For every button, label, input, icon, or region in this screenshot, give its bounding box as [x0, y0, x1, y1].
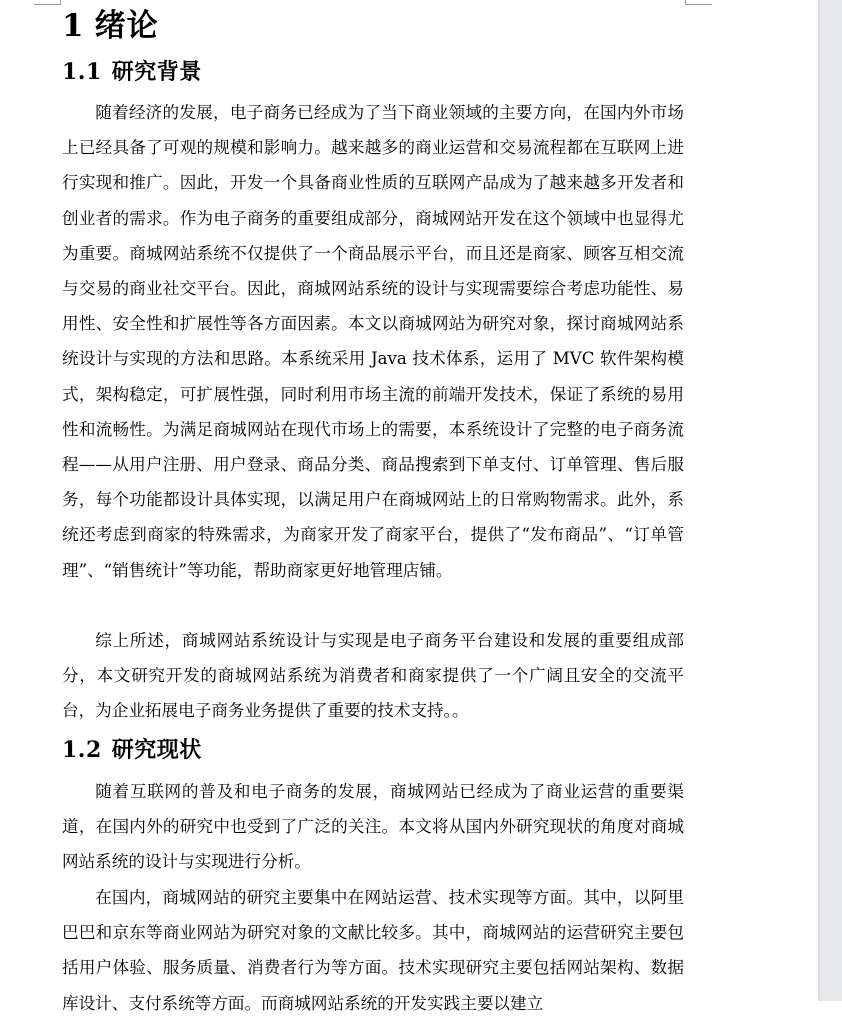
page-gutter — [818, 0, 842, 1001]
margin-crop-mark-left — [34, 0, 61, 5]
section-number: 1.2 — [62, 737, 102, 763]
body-paragraph: 综上所述，商城网站系统设计与实现是电子商务平台建设和发展的重要组成部分，本文研究开发的商城网站系统为消费者和商家提供了一个广阔且安全的交流平台，为企业拓展电子商务业务提供了重要的技术支持。。 — [62, 631, 684, 721]
section-heading-background — [62, 57, 202, 87]
section-title: 研究背景 — [111, 59, 202, 85]
chapter-number: 1 — [62, 8, 85, 44]
body-paragraph: 随着互联网的普及和电子商务的发展，商城网站已经成为了商业运营的重要渠道，在国内外的研究中也受到了广泛的关注。本文将从国内外研究现状的角度对商城网站系统的设计与实现进行分析。 — [62, 782, 684, 872]
chapter-heading — [62, 4, 159, 48]
page-edge-shadow — [818, 0, 820, 1001]
margin-crop-mark-right — [685, 0, 712, 5]
section-number: 1.1 — [62, 59, 102, 85]
body-paragraph: 随着经济的发展，电子商务已经成为了当下商业领域的主要方向，在国内外市场上已经具备了可观的规模和影响力。越来越多的商业运营和交易流程都在互联网上进行实现和推广。因此，开发一个具备商业性质的互联网产品成为了越来越多开发者和创业者的需求。作为电子商务的重要组成部分，商城网站开发在这个领域中也显得尤为重要。商城网站系统不仅提供了一个商品展示平台，而且还是商家、顾客互相交流与交易的商业社交平台。因此，商城网站系统的设计与实现需要综合考虑功能性、易用性、安全性和扩展性等各方面因素。本文以商城网站为研究对象，探讨商城网站系统设计与实现的方法和思路。本系统采用 Java 技术体系，运用了 MVC 软件架构模式，架构稳定，可扩展性强，同时利用市场主流的前端开发技术，保证了系统的易用性和流畅性。为满足商城网站在现代市场上的需要，本系统设计了完整的电子商务流程——从用户注册、用户登录、商品分类、商品搜索到下单支付、订单管理、售后服务，每个功能都设计具体实现，以满足用户在商城网站上的日常购物需求。此外，系统还考虑到商家的特殊需求，为商家开发了商家平台，提供了“发布商品”、“订单管理”、“销售统计”等功能，帮助商家更好地管理店铺。 — [62, 103, 684, 580]
section-heading-status — [62, 735, 202, 765]
chapter-title: 绪论 — [94, 8, 159, 44]
body-paragraph: 在国内，商城网站的研究主要集中在网站运营、技术实现等方面。其中，以阿里巴巴和京东等商业网站为研究对象的文献比较多。其中，商城网站的运营研究主要包括用户体验、服务质量、消费者行为等方面。技术实现研究主要包括网站架构、数据库设计、支付系统等方面。而商城网站系统的开发实践主要以建立 — [62, 888, 684, 1013]
section-title: 研究现状 — [111, 737, 202, 763]
